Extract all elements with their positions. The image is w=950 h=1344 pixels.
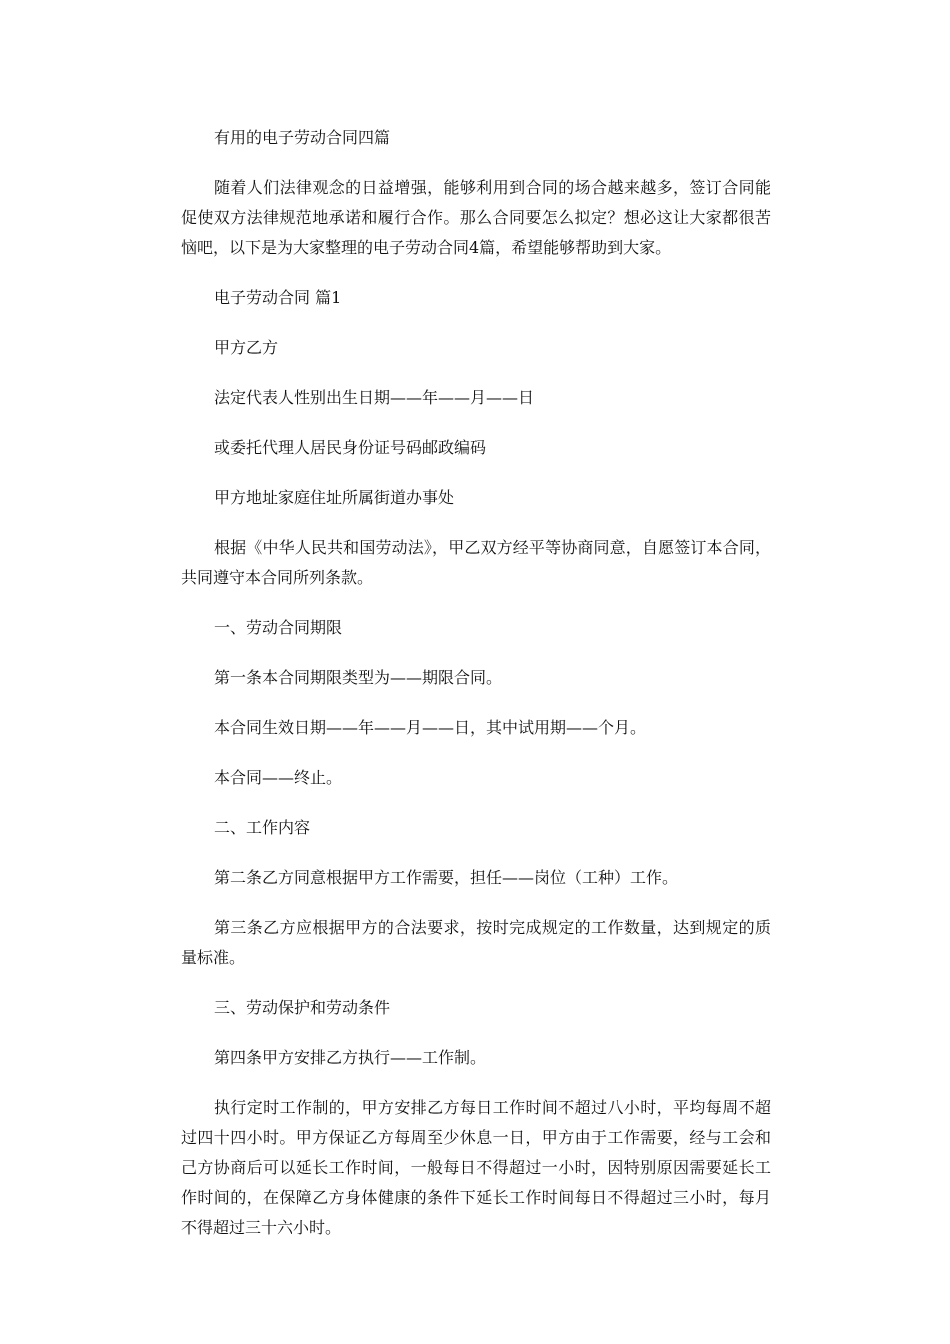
agent-line: 或委托代理人居民身份证号码邮政编码 xyxy=(214,438,487,457)
article-4: 第四条甲方安排乙方执行——工作制。 xyxy=(214,1048,487,1067)
intro-paragraph: 随着人们法律观念的日益增强，能够利用到合同的场合越来越多，签订合同能促使双方法律规范地承诺和履行合作。那么合同要怎么拟定？想必这让大家都很苦恼吧，以下是为大家整理的电子劳动合同4篇，希望能够帮助到大家。 xyxy=(181,178,771,257)
document-title: 有用的电子劳动合同四篇 xyxy=(214,128,391,147)
article-3: 第三条乙方应根据甲方的合法要求，按时完成规定的工作数量，达到规定的质量标准。 xyxy=(181,918,771,967)
article-1: 第一条本合同期限类型为——期限合同。 xyxy=(214,668,503,687)
representative-line: 法定代表人性别出生日期——年——月——日 xyxy=(214,388,535,407)
address-line: 甲方地址家庭住址所属街道办事处 xyxy=(214,488,455,507)
section-heading-labor-protection: 三、劳动保护和劳动条件 xyxy=(214,998,391,1017)
working-hours-paragraph: 执行定时工作制的，甲方安排乙方每日工作时间不超过八小时，平均每周不超过四十四小时。甲方保证乙方每周至少休息一日，甲方由于工作需要，经与工会和己方协商后可以延长工作时间，一般每日不得超过一小时，因特别原因需要延长工作时间的，在保障乙方身体健康的条件下延长工作时间每日不得超过三小时，每月不得超过三十六小时。 xyxy=(181,1098,771,1237)
section-heading-work-content: 二、工作内容 xyxy=(214,818,311,837)
document-body xyxy=(181,123,771,1263)
effective-date-line: 本合同生效日期——年——月——日，其中试用期——个月。 xyxy=(214,718,647,737)
section-heading-term: 一、劳动合同期限 xyxy=(214,618,343,637)
article-2: 第二条乙方同意根据甲方工作需要，担任——岗位（工种）工作。 xyxy=(214,868,679,887)
termination-line: 本合同——终止。 xyxy=(214,768,343,787)
section-heading-contract-1: 电子劳动合同 篇1 xyxy=(214,288,342,307)
preamble-paragraph: 根据《中华人民共和国劳动法》，甲乙双方经平等协商同意，自愿签订本合同，共同遵守本合同所列条款。 xyxy=(181,538,771,587)
party-line: 甲方乙方 xyxy=(214,338,279,357)
